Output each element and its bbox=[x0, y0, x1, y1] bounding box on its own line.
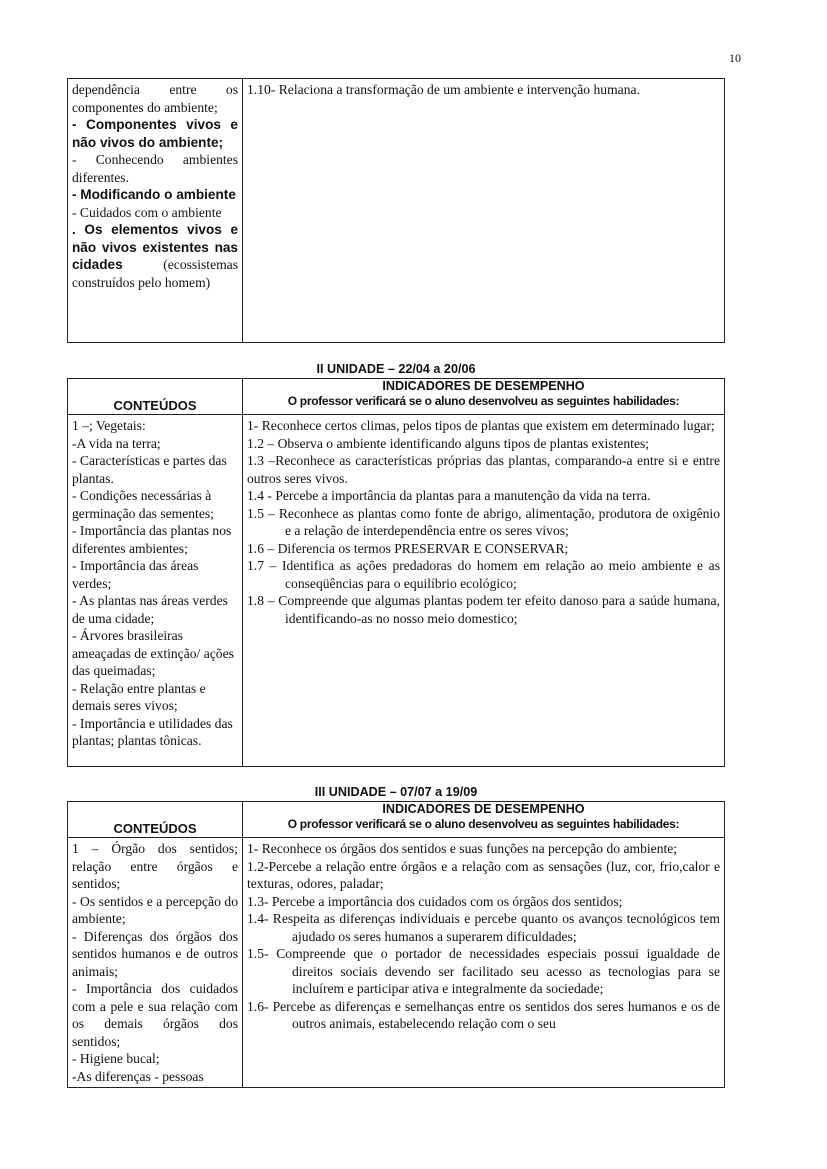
indicator-item: 1.2-Percebe a relação entre órgãos e a relação com as sensações (luz, cor, frio,calor e texturas, odores, paladar; bbox=[247, 858, 720, 891]
unit-2-title: II UNIDADE – 22/04 a 20/06 bbox=[316, 362, 476, 376]
unit-3-indicators-header bbox=[243, 802, 725, 838]
indicator-item: 1.5 – Reconhece as plantas como fonte de abrigo, alimentação, produtora de oxigênio e a relação de interdependência entre os seres vivos; bbox=[247, 505, 720, 538]
content-line: -As diferenças - pessoas bbox=[72, 1068, 204, 1084]
indicator-item: 1.6 – Diferencia os termos PRESERVAR E CONSERVAR; bbox=[247, 540, 569, 556]
content-line: - Importância dos cuidados com a pele e sua relação com os demais órgãos dos sentidos; bbox=[72, 981, 238, 1049]
unit-3-contents-header: CONTEÚDOS bbox=[68, 802, 243, 838]
content-line: - Importância das plantas nos diferentes ambientes; bbox=[72, 523, 232, 556]
continuation-table bbox=[67, 78, 725, 343]
unit-2-indicators-cell bbox=[243, 415, 725, 767]
content-line: -A vida na terra; bbox=[72, 435, 161, 451]
page-number: 10 bbox=[729, 51, 741, 65]
indicator-item: 1.5- Compreende que o portador de necessidades especiais possui igualdade de direitos sociais devendo ser facilitado seu acesso as tecnologias para se incluírem e participar ativa e integralmente da sociedade; bbox=[247, 946, 720, 996]
content-line: - Importância e utilidades das plantas; plantas tônicas. bbox=[72, 715, 233, 748]
unit-3-table bbox=[67, 801, 725, 1088]
unit-3-indicators-cell bbox=[243, 838, 725, 1088]
indicators-subtitle: O professor verificará se o aluno desenvolveu as seguintes habilidades: bbox=[287, 394, 680, 408]
indicator-item: 1.7 – Identifica as ações predadoras do homem em relação ao meio ambiente e as conseqüências para o equilíbrio ecológico; bbox=[247, 558, 720, 591]
content-line: (ecossistemas construídos pelo homem) bbox=[72, 257, 238, 290]
content-line: - As plantas nas áreas verdes de uma cidade; bbox=[72, 593, 228, 626]
indicators-title: INDICADORES DE DESEMPENHO bbox=[382, 379, 585, 393]
content-line: - Características e partes das plantas. bbox=[72, 453, 227, 486]
content-line: - Importância das áreas verdes; bbox=[72, 558, 199, 591]
content-line: dependência entre os componentes do ambiente; bbox=[72, 82, 238, 115]
unit-2-table bbox=[67, 378, 725, 767]
content-line: . Os elementos vivos e não vivos existentes nas cidades bbox=[72, 222, 238, 272]
content-line: 1 – Órgão dos sentidos; relação entre órgãos e sentidos; bbox=[72, 841, 238, 891]
indicator-item: 1.8 – Compreende que algumas plantas podem ter efeito danoso para a saúde humana, identificando-as no nosso meio domestico; bbox=[247, 593, 720, 626]
content-line: - Os sentidos e a percepção do ambiente; bbox=[72, 893, 238, 926]
content-line: - Componentes vivos e não vivos do ambiente; bbox=[72, 117, 238, 150]
indicator-item: 1- Reconhece os órgãos dos sentidos e suas funções na percepção do ambiente; bbox=[247, 841, 678, 856]
content-line: - Diferenças dos órgãos dos sentidos humanos e de outros animais; bbox=[72, 928, 238, 979]
unit-2-indicators-header bbox=[243, 379, 725, 415]
indicator-item: 1.2 – Observa o ambiente identificando alguns tipos de plantas existentes; bbox=[247, 435, 650, 451]
indicator-item: 1- Reconhece certos climas, pelos tipos de plantas que existem em determinado lugar; bbox=[247, 418, 715, 433]
unit-2-contents-cell bbox=[68, 415, 243, 767]
content-line: - Condições necessárias à germinação das sementes; bbox=[72, 488, 214, 521]
content-line: - Modificando o ambiente bbox=[72, 187, 236, 202]
indicator-item: 1.4 - Percebe a importância da plantas para a manutenção da vida na terra. bbox=[247, 488, 651, 503]
content-line: - Relação entre plantas e demais seres vivos; bbox=[72, 680, 206, 713]
content-line: 1 –; Vegetais: bbox=[72, 418, 146, 433]
continuation-indicator-cell: 1.10- Relaciona a transformação de um ambiente e intervenção humana. bbox=[243, 79, 725, 343]
indicators-subtitle: O professor verificará se o aluno desenvolveu as seguintes habilidades: bbox=[287, 817, 680, 831]
content-line: - Higiene bucal; bbox=[72, 1051, 160, 1066]
content-line: - Cuidados com o ambiente bbox=[72, 204, 222, 220]
indicator-item: 1.4- Respeita as diferenças individuais e percebe quanto os avanços tecnológicos tem ajudado os seres humanos a superarem dificuldades; bbox=[247, 911, 720, 944]
continuation-contents-cell bbox=[68, 79, 243, 343]
unit-2-contents-header: CONTEÚDOS bbox=[68, 379, 243, 415]
unit-3-title: III UNIDADE – 07/07 a 19/09 bbox=[314, 785, 478, 799]
indicator-item: 1.3- Percebe a importância dos cuidados com os órgãos dos sentidos; bbox=[247, 893, 623, 909]
indicators-title: INDICADORES DE DESEMPENHO bbox=[382, 802, 585, 816]
content-line: - Árvores brasileiras ameaçadas de extinção/ ações das queimadas; bbox=[72, 628, 234, 678]
content-line: - Conhecendo ambientes diferentes. bbox=[72, 152, 238, 185]
indicator-item: 1.6- Percebe as diferenças e semelhanças entre os sentidos dos seres humanos e os de outros animais, estabelecendo relação com o seu bbox=[247, 998, 720, 1031]
unit-3-contents-cell bbox=[68, 838, 243, 1088]
indicator-item: 1.3 –Reconhece as características próprias das plantas, comparando-a entre si e entre outros seres vivos. bbox=[247, 453, 720, 486]
